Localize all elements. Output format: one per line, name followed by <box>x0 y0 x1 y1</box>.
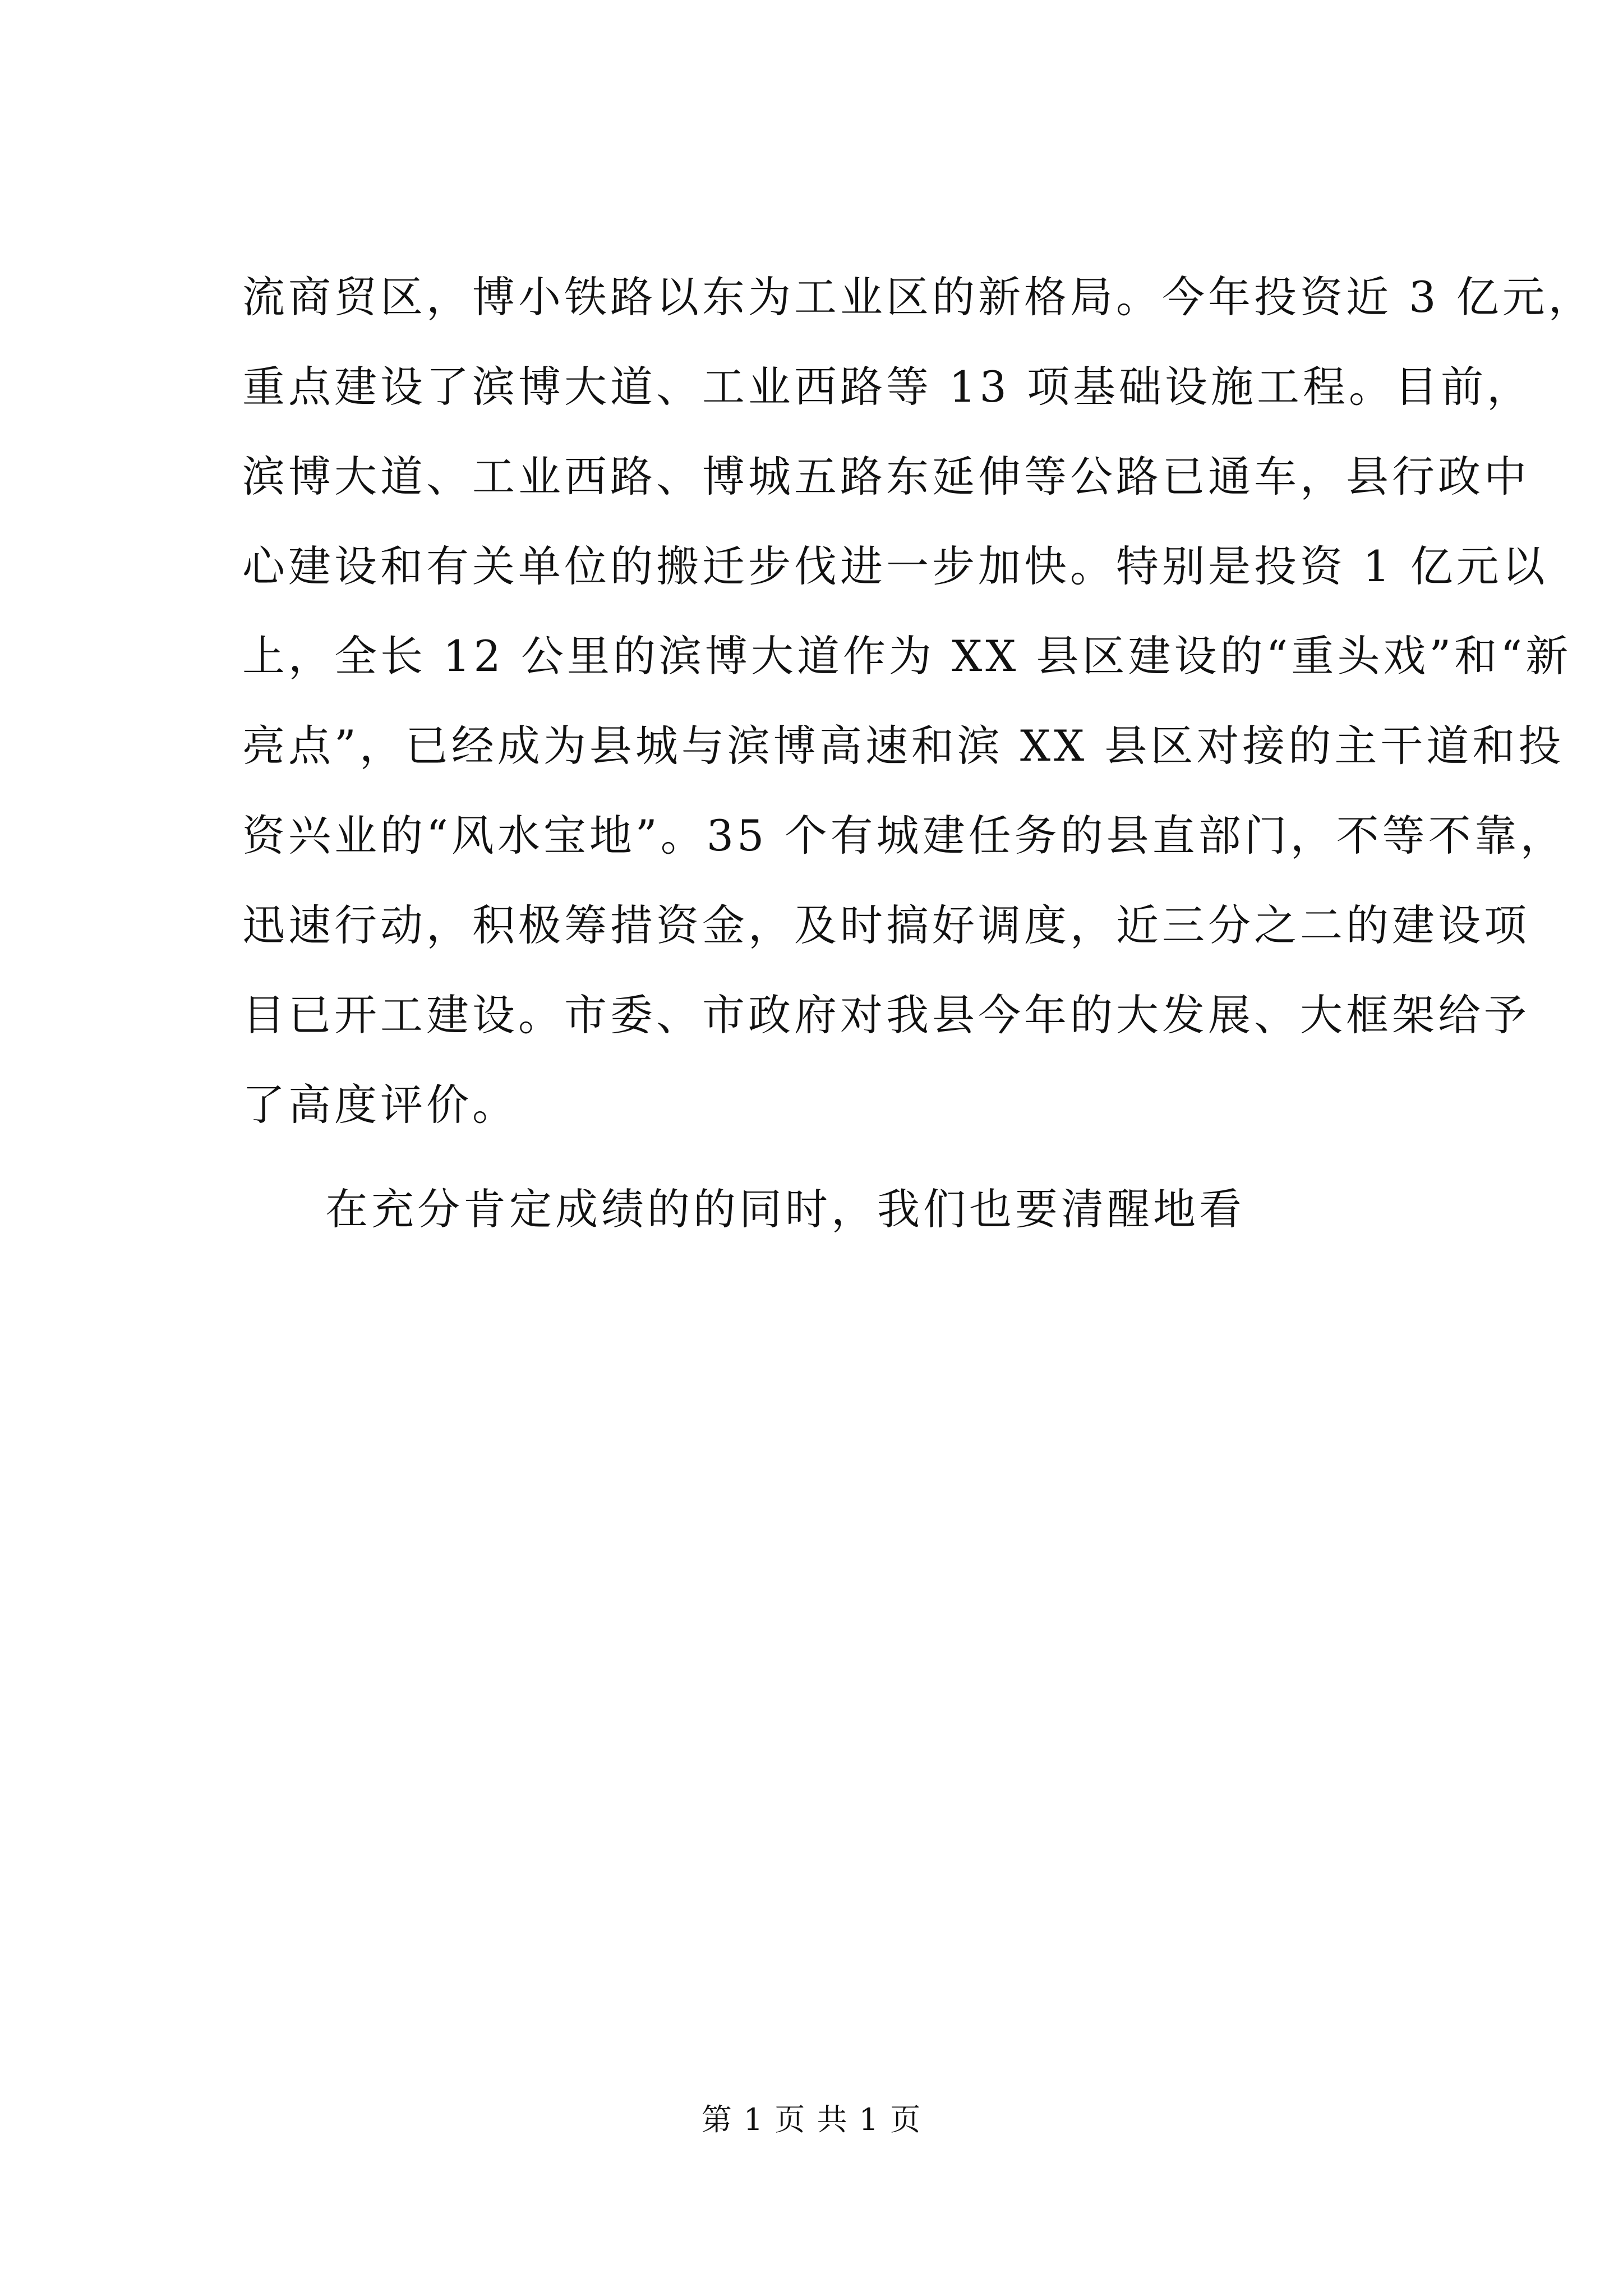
paragraph-1-line-9: 目已开工建设。市委、市政府对我县今年的大发展、大框架给予 <box>242 990 1530 1040</box>
page-footer <box>0 2100 1623 2139</box>
paragraph-2-line-1: 在充分肯定成绩的的同时，我们也要清醒地看 <box>325 1184 1245 1234</box>
document-body <box>242 252 1594 1254</box>
paragraph-1-line-1: 流商贸区，博小铁路以东为工业区的新格局。今年投资近 3 亿元， <box>242 272 1594 322</box>
paragraph-1-line-10: 了高度评价。 <box>242 1080 518 1130</box>
paragraph-1-line-2: 重点建设了滨博大道、工业西路等 13 项基础设施工程。目前， <box>242 362 1533 412</box>
paragraph-spacer <box>242 1150 1442 1165</box>
page-number-indicator: 第 1 页 共 1 页 <box>701 2102 922 2137</box>
paragraph-1-line-5: 上，全长 12 公里的滨博大道作为 XX 县区建设的“重头戏”和“新 <box>242 631 1572 681</box>
paragraph-1-line-3: 滨博大道、工业西路、博城五路东延伸等公路已通车，县行政中 <box>242 452 1530 501</box>
paragraph-1-line-7: 资兴业的“风水宝地”。35 个有城建任务的县直部门，不等不靠， <box>242 811 1566 861</box>
paragraph-1-line-4: 心建设和有关单位的搬迁步伐进一步加快。特别是投资 1 亿元以 <box>242 541 1548 591</box>
paragraph-1-line-6: 亮点”，已经成为县城与滨博高速和滨 XX 县区对接的主干道和投 <box>242 721 1565 771</box>
paragraph-1-line-8: 迅速行动，积极筹措资金，及时搞好调度，近三分之二的建设项 <box>242 900 1530 950</box>
